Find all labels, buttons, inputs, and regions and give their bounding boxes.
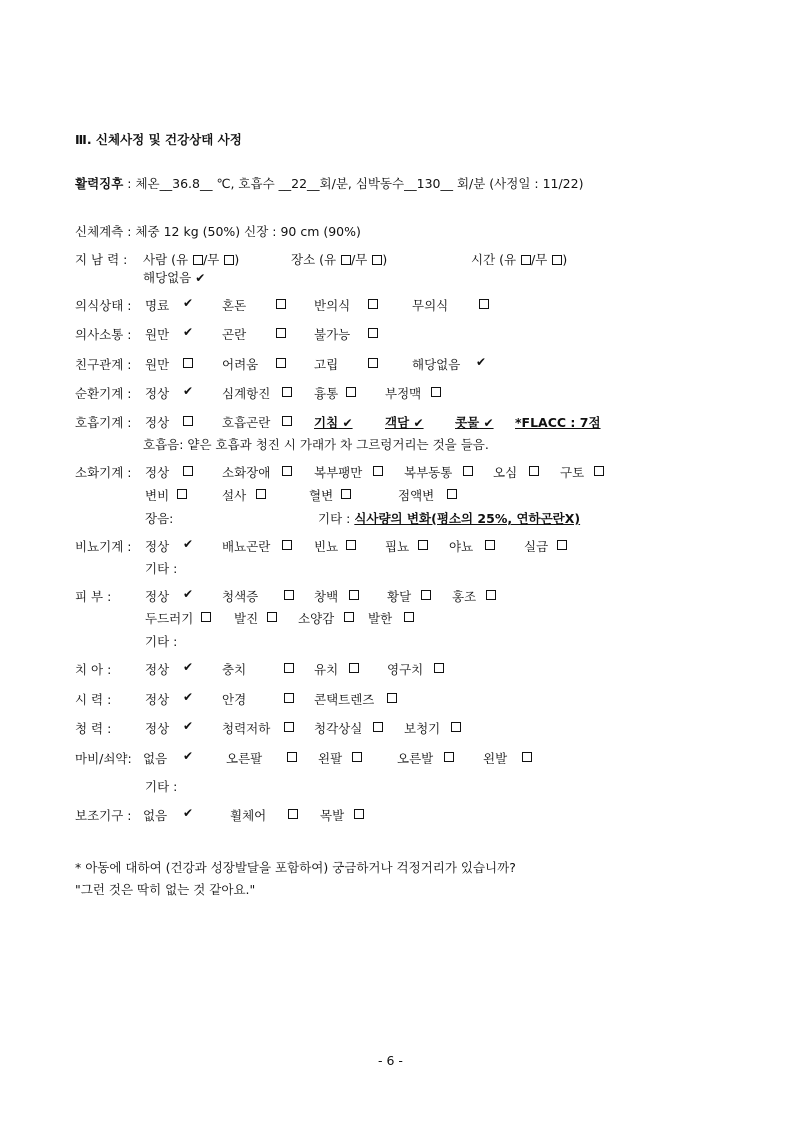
option-label: 정상 [145,589,170,604]
option-label: 원만 [145,327,170,342]
checkbox [444,752,454,762]
option-label: 목발 [320,808,345,823]
consciousness-label: 의식상태 : [75,298,132,313]
option-label: 두드러기 [145,611,194,626]
option-label: 오른발 [397,751,434,766]
page-number: - 6 - [378,1053,403,1068]
checkbox [177,489,187,499]
option-label: 반의식 [314,298,351,313]
check-mark-icon: ✔ [183,660,194,674]
option-label: 심계항진 [222,386,271,401]
cough-option: 기침 ✔ [314,415,353,430]
checkbox [341,255,351,265]
orientation-label: 지 남 력 : [75,252,128,267]
checkbox [282,416,292,426]
option-label: 빈뇨 [314,539,339,554]
option-label: 배뇨곤란 [222,539,271,554]
sputum-option: 객담 ✔ [385,415,424,430]
option-label: 부정맥 [385,386,422,401]
option-label: 황달 [387,589,412,604]
checkbox [463,466,473,476]
option-label: 청각상실 [314,721,363,736]
checkbox [431,387,441,397]
checkbox [368,299,378,309]
orientation-person: 사람 (유 /무 ) [143,252,240,267]
communication-label: 의사소통 : [75,327,132,342]
checkbox [201,612,211,622]
checkbox [368,358,378,368]
check-mark-icon: ✔ [183,537,194,551]
check-mark-icon: ✔ [183,296,194,310]
option-label: 없음 [143,751,168,766]
vitals-label: 활력징후 [75,176,124,191]
option-label: 안경 [222,692,247,707]
check-mark-icon: ✔ [183,325,194,339]
checkbox [372,255,382,265]
measure-label: 신체계측 [75,224,124,239]
checkbox [224,255,234,265]
option-label: 충치 [222,662,247,677]
checkbox [267,612,277,622]
vision-label: 시 력 : [75,692,112,707]
option-label: 원만 [145,357,170,372]
option-label: 해당없음 [412,357,461,372]
option-label: 정상 [145,721,170,736]
option-label: 유치 [314,662,339,677]
option-label: 호흡곤란 [222,415,271,430]
checkbox [521,255,531,265]
option-label: 설사 [222,488,247,503]
check-mark-icon: ✔ [183,749,194,763]
checkbox [183,416,193,426]
option-label: 발한 [368,611,393,626]
checkbox [346,387,356,397]
checkbox [373,466,383,476]
option-label: 무의식 [412,298,449,313]
option-label: 홍조 [452,589,477,604]
skin-other: 기타 : [145,634,178,649]
checkbox [354,809,364,819]
teeth-label: 치 아 : [75,662,112,677]
option-label: 보청기 [404,721,441,736]
orientation-time: 시간 (유 /무 ) [471,252,568,267]
check-mark-icon: ✔ [183,719,194,733]
measure-text: 체중 12 kg (50%) 신장 : 90 cm (90%) [135,224,361,239]
option-label: 정상 [145,465,170,480]
option-label: 발진 [234,611,259,626]
option-label: 정상 [145,662,170,677]
option-label: 영구치 [387,662,424,677]
checkbox [529,466,539,476]
option-label: 청색증 [222,589,259,604]
option-label: 복부팽만 [314,465,363,480]
option-label: 소화장애 [222,465,271,480]
option-label: 오른팔 [226,751,263,766]
checkbox [284,590,294,600]
checkbox [387,693,397,703]
checkbox [284,693,294,703]
checkbox [276,358,286,368]
checkbox [486,590,496,600]
option-label: 복부동통 [404,465,453,480]
option-label: 야뇨 [449,539,474,554]
circulation-label: 순환기계 : [75,386,132,401]
checkbox [552,255,562,265]
question-text: * 아동에 대하여 (건강과 성장발달을 포함하여) 궁금하거나 걱정거리가 있습니까? [75,860,516,875]
option-label: 왼팔 [318,751,343,766]
section-title: Ⅲ. 신체사정 및 건강상태 사정 [75,132,242,147]
checkbox [479,299,489,309]
checkbox [183,466,193,476]
option-label: 흉통 [314,386,339,401]
option-label: 정상 [145,692,170,707]
check-mark-icon: ✔ [476,355,487,369]
check-mark-icon: ✔ [183,690,194,704]
friendship-label: 친구관계 : [75,357,132,372]
checkbox [594,466,604,476]
urinary-other: 기타 : [145,561,178,576]
check-mark-icon: ✔ [195,271,206,285]
checkbox [421,590,431,600]
option-label: 정상 [145,415,170,430]
option-label: 곤란 [222,327,247,342]
option-label: 어려움 [222,357,259,372]
checkbox [341,489,351,499]
checkbox [276,299,286,309]
checkbox [349,663,359,673]
breath-sound-note: 호흡음: 얕은 호흡과 청진 시 가래가 차 그르렁거리는 것을 들음. [143,437,489,452]
checkbox [451,722,461,732]
checkbox [447,489,457,499]
paralysis-other: 기타 : [145,779,178,794]
checkbox [288,809,298,819]
option-label: 휠체어 [230,808,267,823]
checkbox [256,489,266,499]
option-label: 실금 [524,539,549,554]
check-mark-icon: ✔ [183,806,194,820]
digestion-label: 소화기계 : [75,465,132,480]
checkbox [522,752,532,762]
bowel-sound: 장음: [145,511,174,526]
hearing-label: 청 력 : [75,721,112,736]
checkbox [404,612,414,622]
checkbox [557,540,567,550]
option-label: 콘택트렌즈 [314,692,375,707]
checkbox [485,540,495,550]
option-label: 없음 [143,808,168,823]
checkbox [284,722,294,732]
option-label: 점액변 [398,488,435,503]
paralysis-label: 마비/쇠약: [75,751,132,766]
option-label: 청력저하 [222,721,271,736]
check-mark-icon: ✔ [183,384,194,398]
checkbox [349,590,359,600]
checkbox [193,255,203,265]
checkbox [284,663,294,673]
checkbox [418,540,428,550]
option-label: 혼돈 [222,298,247,313]
option-label: 소양감 [298,611,335,626]
checkbox [287,752,297,762]
option-label: 변비 [145,488,170,503]
runny-nose-option: 콧물 ✔ [455,415,494,430]
checkbox [368,328,378,338]
checkbox [183,358,193,368]
option-label: 불가능 [314,327,351,342]
vitals-row: 활력징후 : 체온__36.8__ ℃, 호흡수 __22__회/분, 심박동수__130__ 회/분 (사정일 : 11/22) [75,176,584,191]
check-mark-icon: ✔ [183,587,194,601]
option-label: 구토 [560,465,585,480]
option-label: 정상 [145,386,170,401]
option-label: 오심 [493,465,518,480]
measure-row: 신체계측 : 체중 12 kg (50%) 신장 : 90 cm (90%) [75,224,361,239]
skin-label: 피 부 : [75,589,112,604]
orientation-na: 해당없음 ✔ [143,270,206,285]
checkbox [344,612,354,622]
check-mark-icon: ✔ [413,416,424,430]
vitals-text: 체온__36.8__ ℃, 호흡수 __22__회/분, 심박동수__130__ 회/분 (사정일 : 11/22) [135,176,584,191]
option-label: 명료 [145,298,170,313]
aids-label: 보조기구 : [75,808,132,823]
option-label: 핍뇨 [385,539,410,554]
checkbox [276,328,286,338]
check-mark-icon: ✔ [483,416,494,430]
option-label: 정상 [145,539,170,554]
option-label: 혈변 [309,488,334,503]
checkbox [352,752,362,762]
checkbox [346,540,356,550]
answer-text: "그런 것은 딱히 없는 것 같아요." [75,882,256,897]
option-label: 창백 [314,589,339,604]
digestion-other: 기타 : 식사량의 변화(평소의 25%, 연하곤란X) [318,511,581,526]
orientation-place: 장소 (유 /무 ) [291,252,388,267]
checkbox [282,540,292,550]
checkbox [434,663,444,673]
urinary-label: 비뇨기계 : [75,539,132,554]
option-label: 고립 [314,357,339,372]
checkbox [282,387,292,397]
check-mark-icon: ✔ [342,416,353,430]
checkbox [373,722,383,732]
respiration-label: 호흡기계 : [75,415,132,430]
option-label: 왼발 [483,751,508,766]
flacc-score: *FLACC : 7점 [515,415,601,430]
digestion-other-value: 식사량의 변화(평소의 25%, 연하곤란X) [354,511,581,526]
checkbox [282,466,292,476]
